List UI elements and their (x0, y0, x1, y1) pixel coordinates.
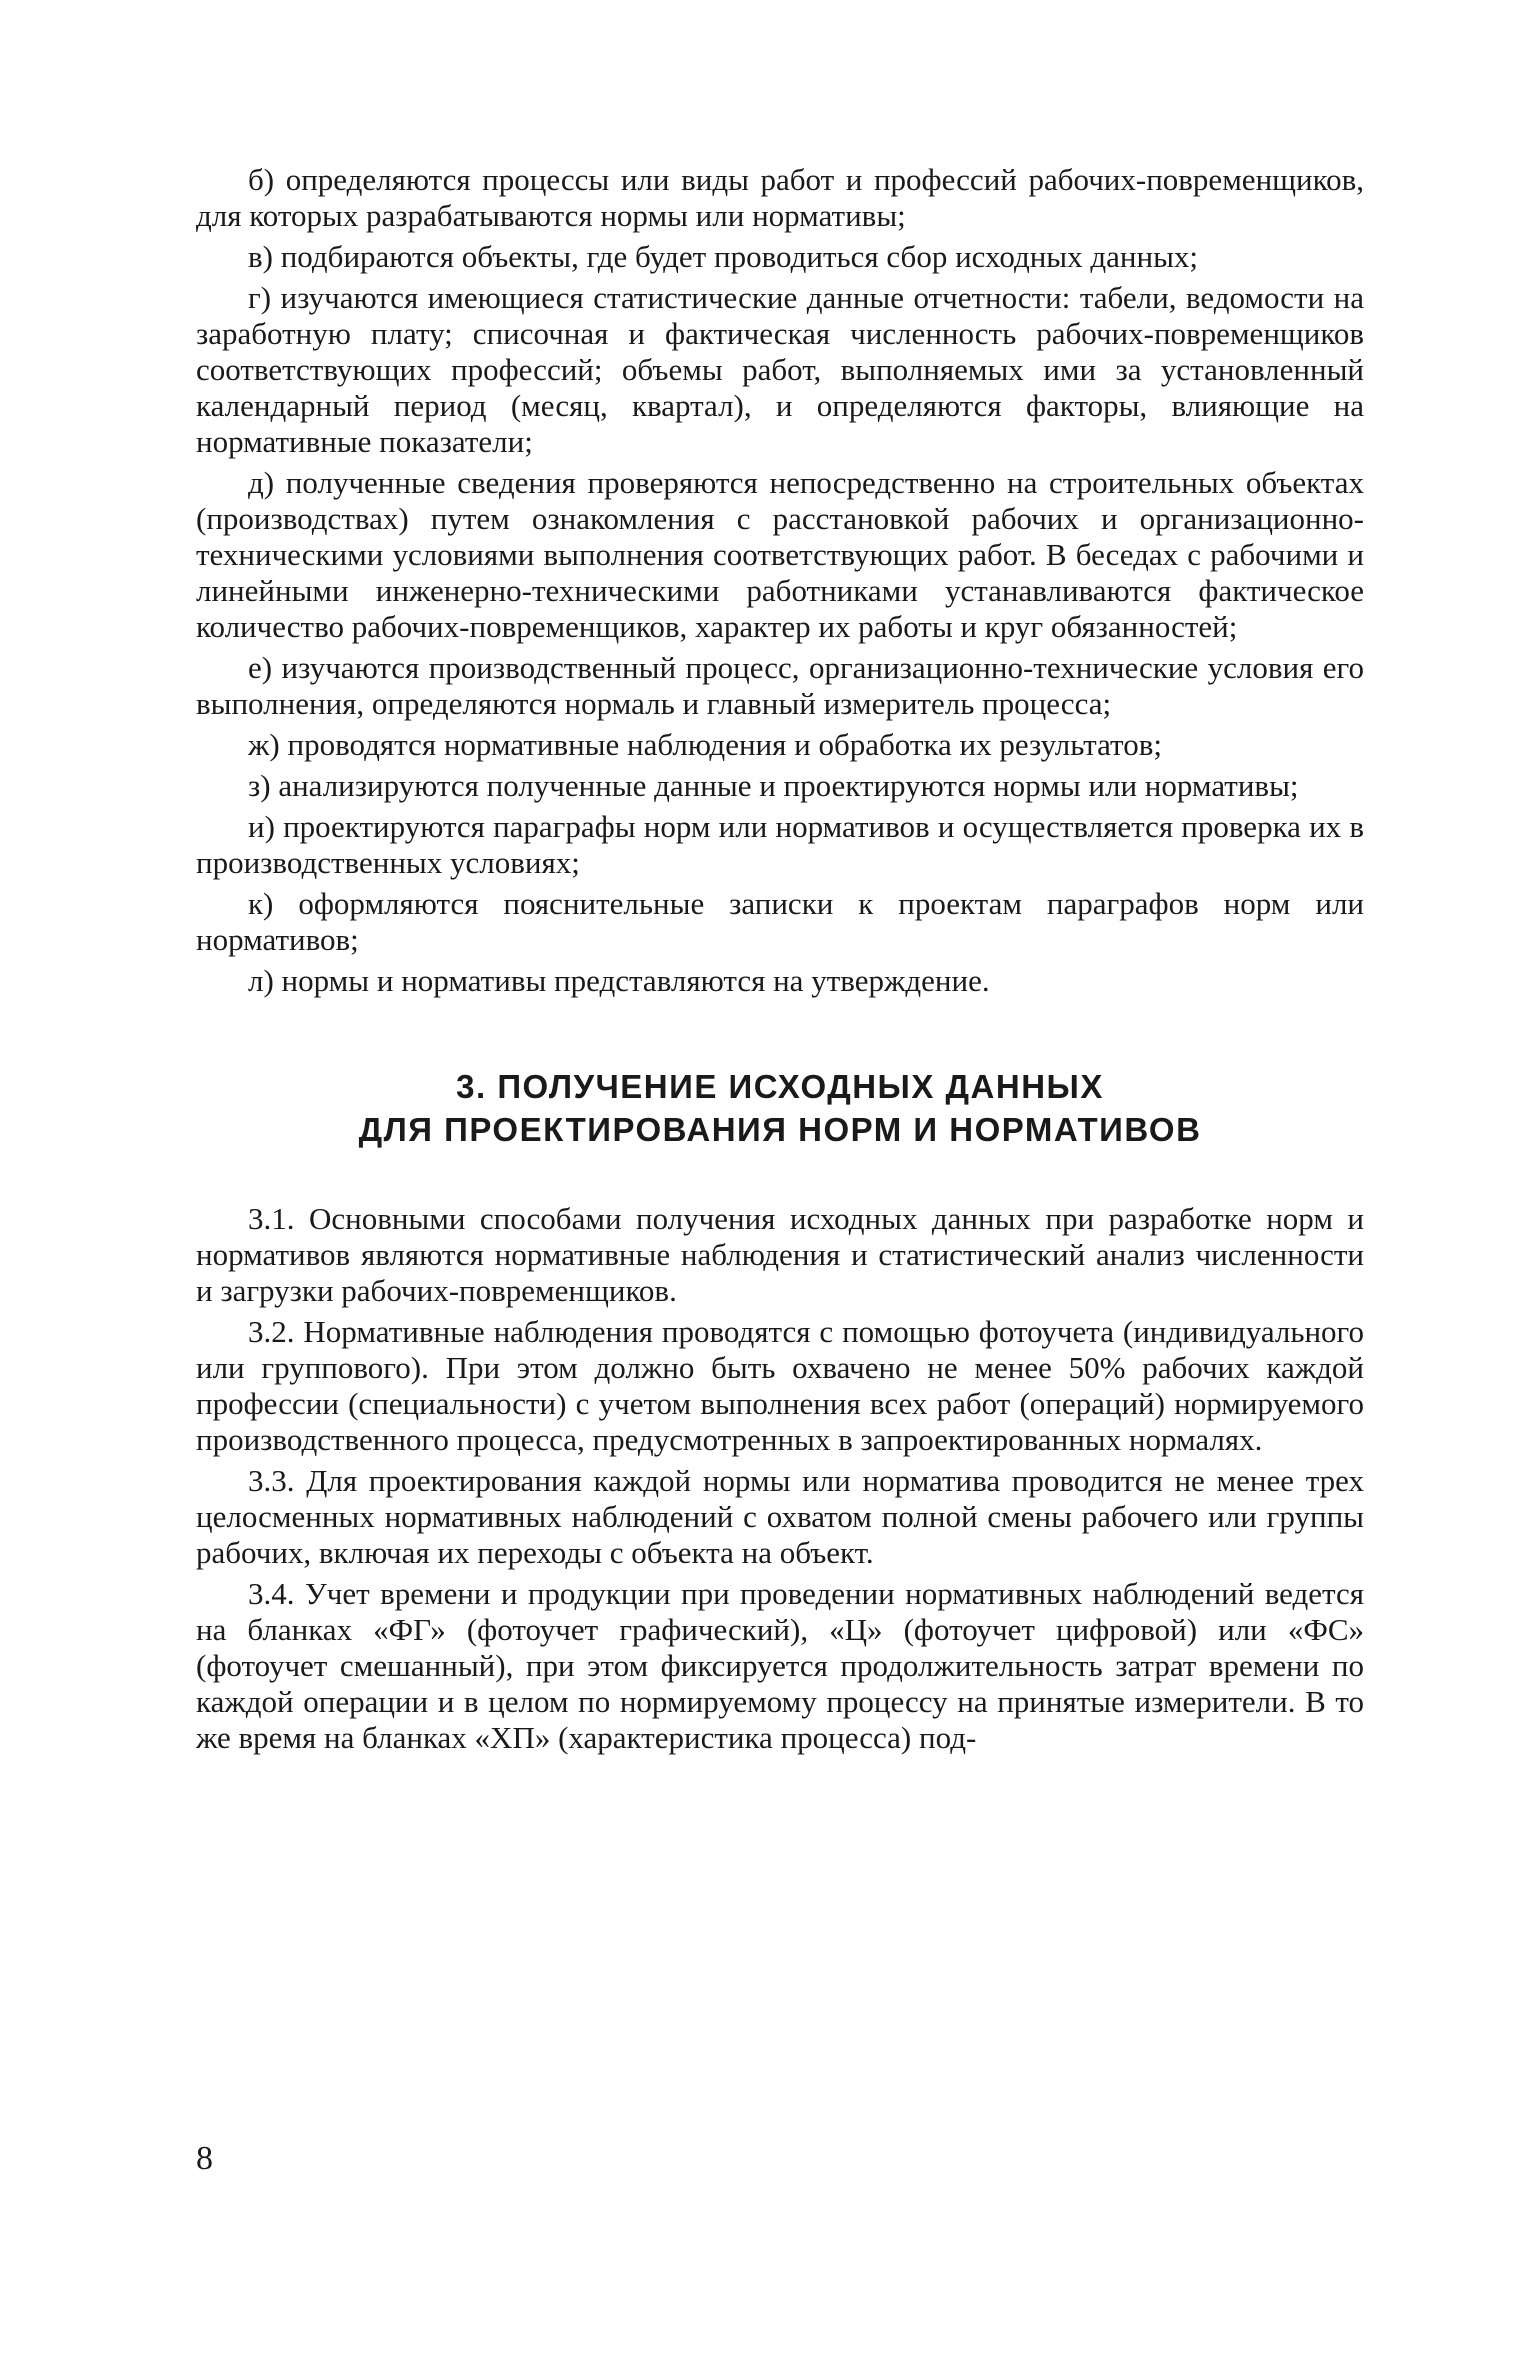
page-number: 8 (196, 2140, 213, 2177)
list-item: г) изучаются имеющиеся статистические данные отчетности: табели, ведомости на заработную плату; списочная и фактическая численность рабочих-повременщиков соответствующих профессий; объемы работ, выполняемых ими за установленный календарный период (месяц, квартал), и определяются факторы, влияющие на нормативные показатели; (196, 280, 1364, 459)
list-item: з) анализируются полученные данные и проектируются нормы или нормативы; (248, 768, 1299, 803)
section-title-line-1: 3. ПОЛУЧЕНИЕ ИСХОДНЫХ ДАННЫХ (456, 1068, 1104, 1105)
list-item: е) изучаются производственный процесс, организационно-технические условия его выполнения, определяются нормаль и главный измеритель процесса; (196, 650, 1364, 721)
list-item: ж) проводятся нормативные наблюдения и обработка их результатов; (248, 727, 1162, 762)
page-content (196, 162, 1364, 1761)
section-paragraph: 3.1. Основными способами получения исходных данных при разработке норм и нормативов являются нормативные наблюдения и статистический анализ численности и загрузки рабочих-повременщиков. (196, 1201, 1364, 1308)
list-item: л) нормы и нормативы представляются на утверждение. (248, 963, 990, 998)
section-heading (196, 1065, 1364, 1151)
list-item: и) проектируются параграфы норм или нормативов и осуществляется проверка их в производственных условиях; (196, 809, 1364, 880)
list-item: б) определяются процессы или виды работ и профессий рабочих-повременщиков, для которых разрабатываются нормы или нормативы; (196, 162, 1364, 233)
section-title-line-2: ДЛЯ ПРОЕКТИРОВАНИЯ НОРМ И НОРМАТИВОВ (358, 1111, 1202, 1148)
section-paragraph: 3.3. Для проектирования каждой нормы или норматива проводится не менее трех целосменных нормативных наблюдений с охватом полной смены рабочего или группы рабочих, включая их переходы с объекта на объект. (196, 1463, 1364, 1570)
section-paragraph: 3.2. Нормативные наблюдения проводятся с помощью фотоучета (индивидуального или группового). При этом должно быть охвачено не менее 50% рабочих каждой профессии (специальности) с учетом выполнения всех работ (операций) нормируемого производственного процесса, предусмотренных в запроектированных нормалях. (196, 1314, 1364, 1457)
list-item: в) подбираются объекты, где будет проводиться сбор исходных данных; (248, 239, 1199, 274)
section-paragraph: 3.4. Учет времени и продукции при проведении нормативных наблюдений ведется на бланках «ФГ» (фотоучет графический), «Ц» (фотоучет цифровой) или «ФС» (фотоучет смешанный), при этом фиксируется продолжительность затрат времени по каждой операции и в целом по нормируемому процессу на принятые измерители. В то же время на бланках «ХП» (характеристика процесса) под- (196, 1576, 1364, 1755)
list-item: к) оформляются пояснительные записки к проектам параграфов норм или нормативов; (196, 886, 1364, 957)
list-item: д) полученные сведения проверяются непосредственно на строительных объектах (производствах) путем ознакомления с расстановкой рабочих и организационно-техническими условиями выполнения соответствующих работ. В беседах с рабочими и линейными инженерно-техническими работниками устанавливаются фактическое количество рабочих-повременщиков, характер их работы и круг обязанностей; (196, 465, 1364, 644)
